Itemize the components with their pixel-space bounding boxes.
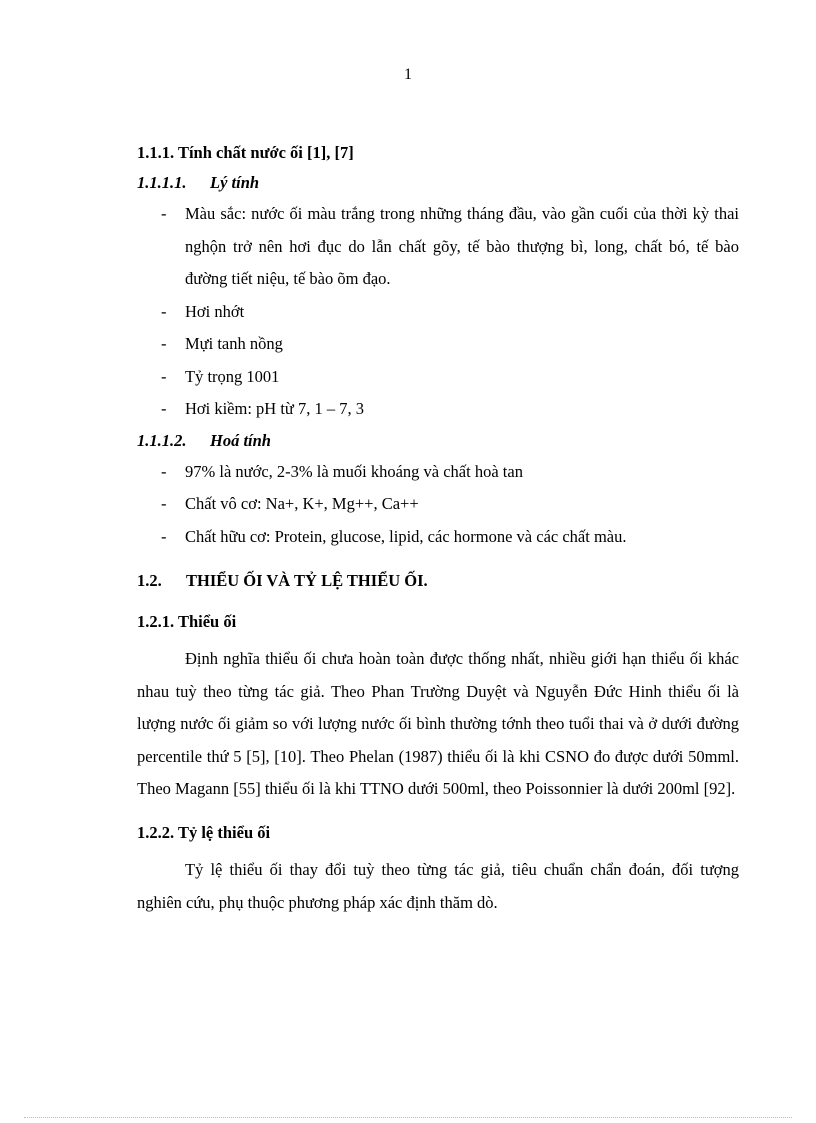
heading-title: Hoá tính xyxy=(210,430,271,450)
dash-bullet: - xyxy=(161,334,167,353)
list-item: - Hơi kiềm: pH từ 7, 1 – 7, 3 xyxy=(137,393,739,426)
list-item: - Mựi tanh nồng xyxy=(137,328,739,361)
page-bottom-divider xyxy=(24,1117,792,1118)
physical-properties-list xyxy=(137,198,739,426)
list-item: - Chất vô cơ: Na+, K+, Mg++, Ca++ xyxy=(137,488,739,521)
dash-bullet: - xyxy=(161,301,167,321)
oligohydramnios-rate-paragraph: Tỷ lệ thiểu ối thay đổi tuỳ theo từng tác giả, tiêu chuẩn chẩn đoán, đối tượng nghiên cứu, phụ thuộc phương pháp xác định thăm dò. xyxy=(137,859,739,912)
heading-number: 1.1.1.2. xyxy=(137,430,187,450)
list-item: - 97% là nước, 2-3% là muối khoáng và chất hoà tan xyxy=(137,456,739,489)
dash-bullet: - xyxy=(161,366,167,386)
list-item: - Chất hữu cơ: Protein, glucose, lipid, các hormone và các chất màu. xyxy=(137,521,739,554)
heading-1-2-2: 1.2.2. Tỷ lệ thiểu ối xyxy=(137,822,271,842)
dash-bullet: - xyxy=(161,204,167,223)
heading-1-1-1-1 xyxy=(137,168,739,198)
heading-1-1-1-2 xyxy=(137,426,739,456)
page-number: 1 xyxy=(404,66,412,83)
heading-number: 1.2. xyxy=(137,571,162,590)
list-item: - Hơi nhớt xyxy=(137,296,739,329)
dash-bullet: - xyxy=(161,494,167,513)
dash-bullet: - xyxy=(161,526,167,546)
document-body xyxy=(137,138,739,919)
chemical-properties-list xyxy=(137,456,739,554)
list-item: - Tỷ trọng 1001 xyxy=(137,361,739,394)
heading-title: THIỂU ỐI VÀ TỶ LỆ THIỂU ỐI. xyxy=(186,571,428,590)
heading-title: Lý tính xyxy=(210,173,260,192)
list-item: - Màu sắc: nước ối màu trắng trong những tháng đầu, vào gần cuối của thời kỳ thai nghộn trở nên hơi đục do lẫn chất gõy, tế bào thượng bì, long, chất bó, tế bào đường tiết niệu, tế bào õm đạo. xyxy=(137,198,739,296)
heading-1-2 xyxy=(137,565,739,597)
heading-1-1-1: 1.1.1. Tính chất nước ối [1], [7] xyxy=(137,143,354,162)
oligohydramnios-definition-paragraph: Định nghĩa thiểu ối chưa hoàn toàn được thống nhất, nhiều giới hạn thiểu ối khác nhau tuỳ theo từng tác giả. Theo Phan Trường Duyệt và Nguyễn Đức Hinh thiểu ối là lượng nước ối giảm so với lượng nước ối bình thường tớnh theo tuổi thai và ở dưới đường percentile thứ 5 [5], [10]. Theo Phelan (1987) thiểu ối là khi CSNO đo được dưới 50mml. Theo Magann [55] thiểu ối là khi TTNO dưới 500ml, theo Poissonnier là dưới 200ml [92]. xyxy=(137,649,739,799)
dash-bullet: - xyxy=(161,461,167,481)
dash-bullet: - xyxy=(161,399,167,418)
heading-number: 1.1.1.1. xyxy=(137,173,187,192)
heading-1-2-1: 1.2.1. Thiểu ối xyxy=(137,612,237,631)
